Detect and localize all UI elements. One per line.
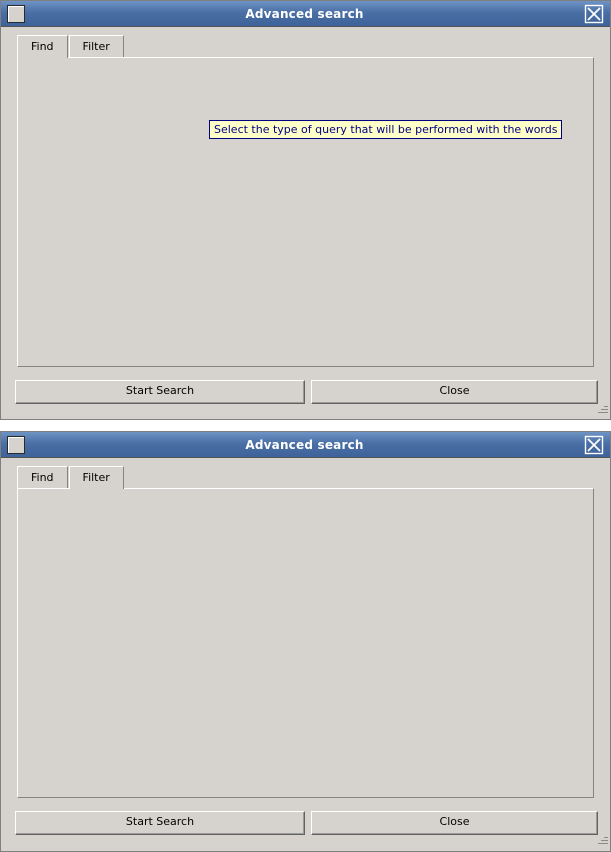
advanced-search-filter-window <box>0 431 611 852</box>
window-icon <box>7 5 25 23</box>
close-button[interactable]: Close <box>311 380 598 404</box>
tooltip: Select the type of query that will be performed with the words <box>209 120 562 139</box>
find-tabstrip <box>17 35 602 57</box>
tab-find[interactable]: Find <box>17 466 68 488</box>
window-title: Advanced search <box>245 6 364 21</box>
filter-tab-panel <box>17 488 594 798</box>
close-icon[interactable] <box>584 435 604 455</box>
start-search-button[interactable]: Start Search <box>15 811 305 835</box>
filter-tabstrip <box>17 466 602 488</box>
window-title: Advanced search <box>245 437 364 452</box>
window-icon <box>7 436 25 454</box>
resize-grip[interactable] <box>594 832 608 846</box>
filter-window-body <box>1 458 610 828</box>
titlebar-find <box>1 1 610 27</box>
close-icon[interactable] <box>584 4 604 24</box>
titlebar-filter <box>1 432 610 458</box>
find-tab-panel <box>17 57 594 367</box>
close-button[interactable]: Close <box>311 811 598 835</box>
tab-find[interactable]: Find <box>17 35 68 58</box>
advanced-search-find-window <box>0 0 611 420</box>
find-window-body <box>1 27 610 397</box>
tab-filter[interactable]: Filter <box>69 35 124 57</box>
start-search-button[interactable]: Start Search <box>15 380 305 404</box>
tab-filter[interactable]: Filter <box>69 466 124 489</box>
resize-grip[interactable] <box>594 401 608 415</box>
